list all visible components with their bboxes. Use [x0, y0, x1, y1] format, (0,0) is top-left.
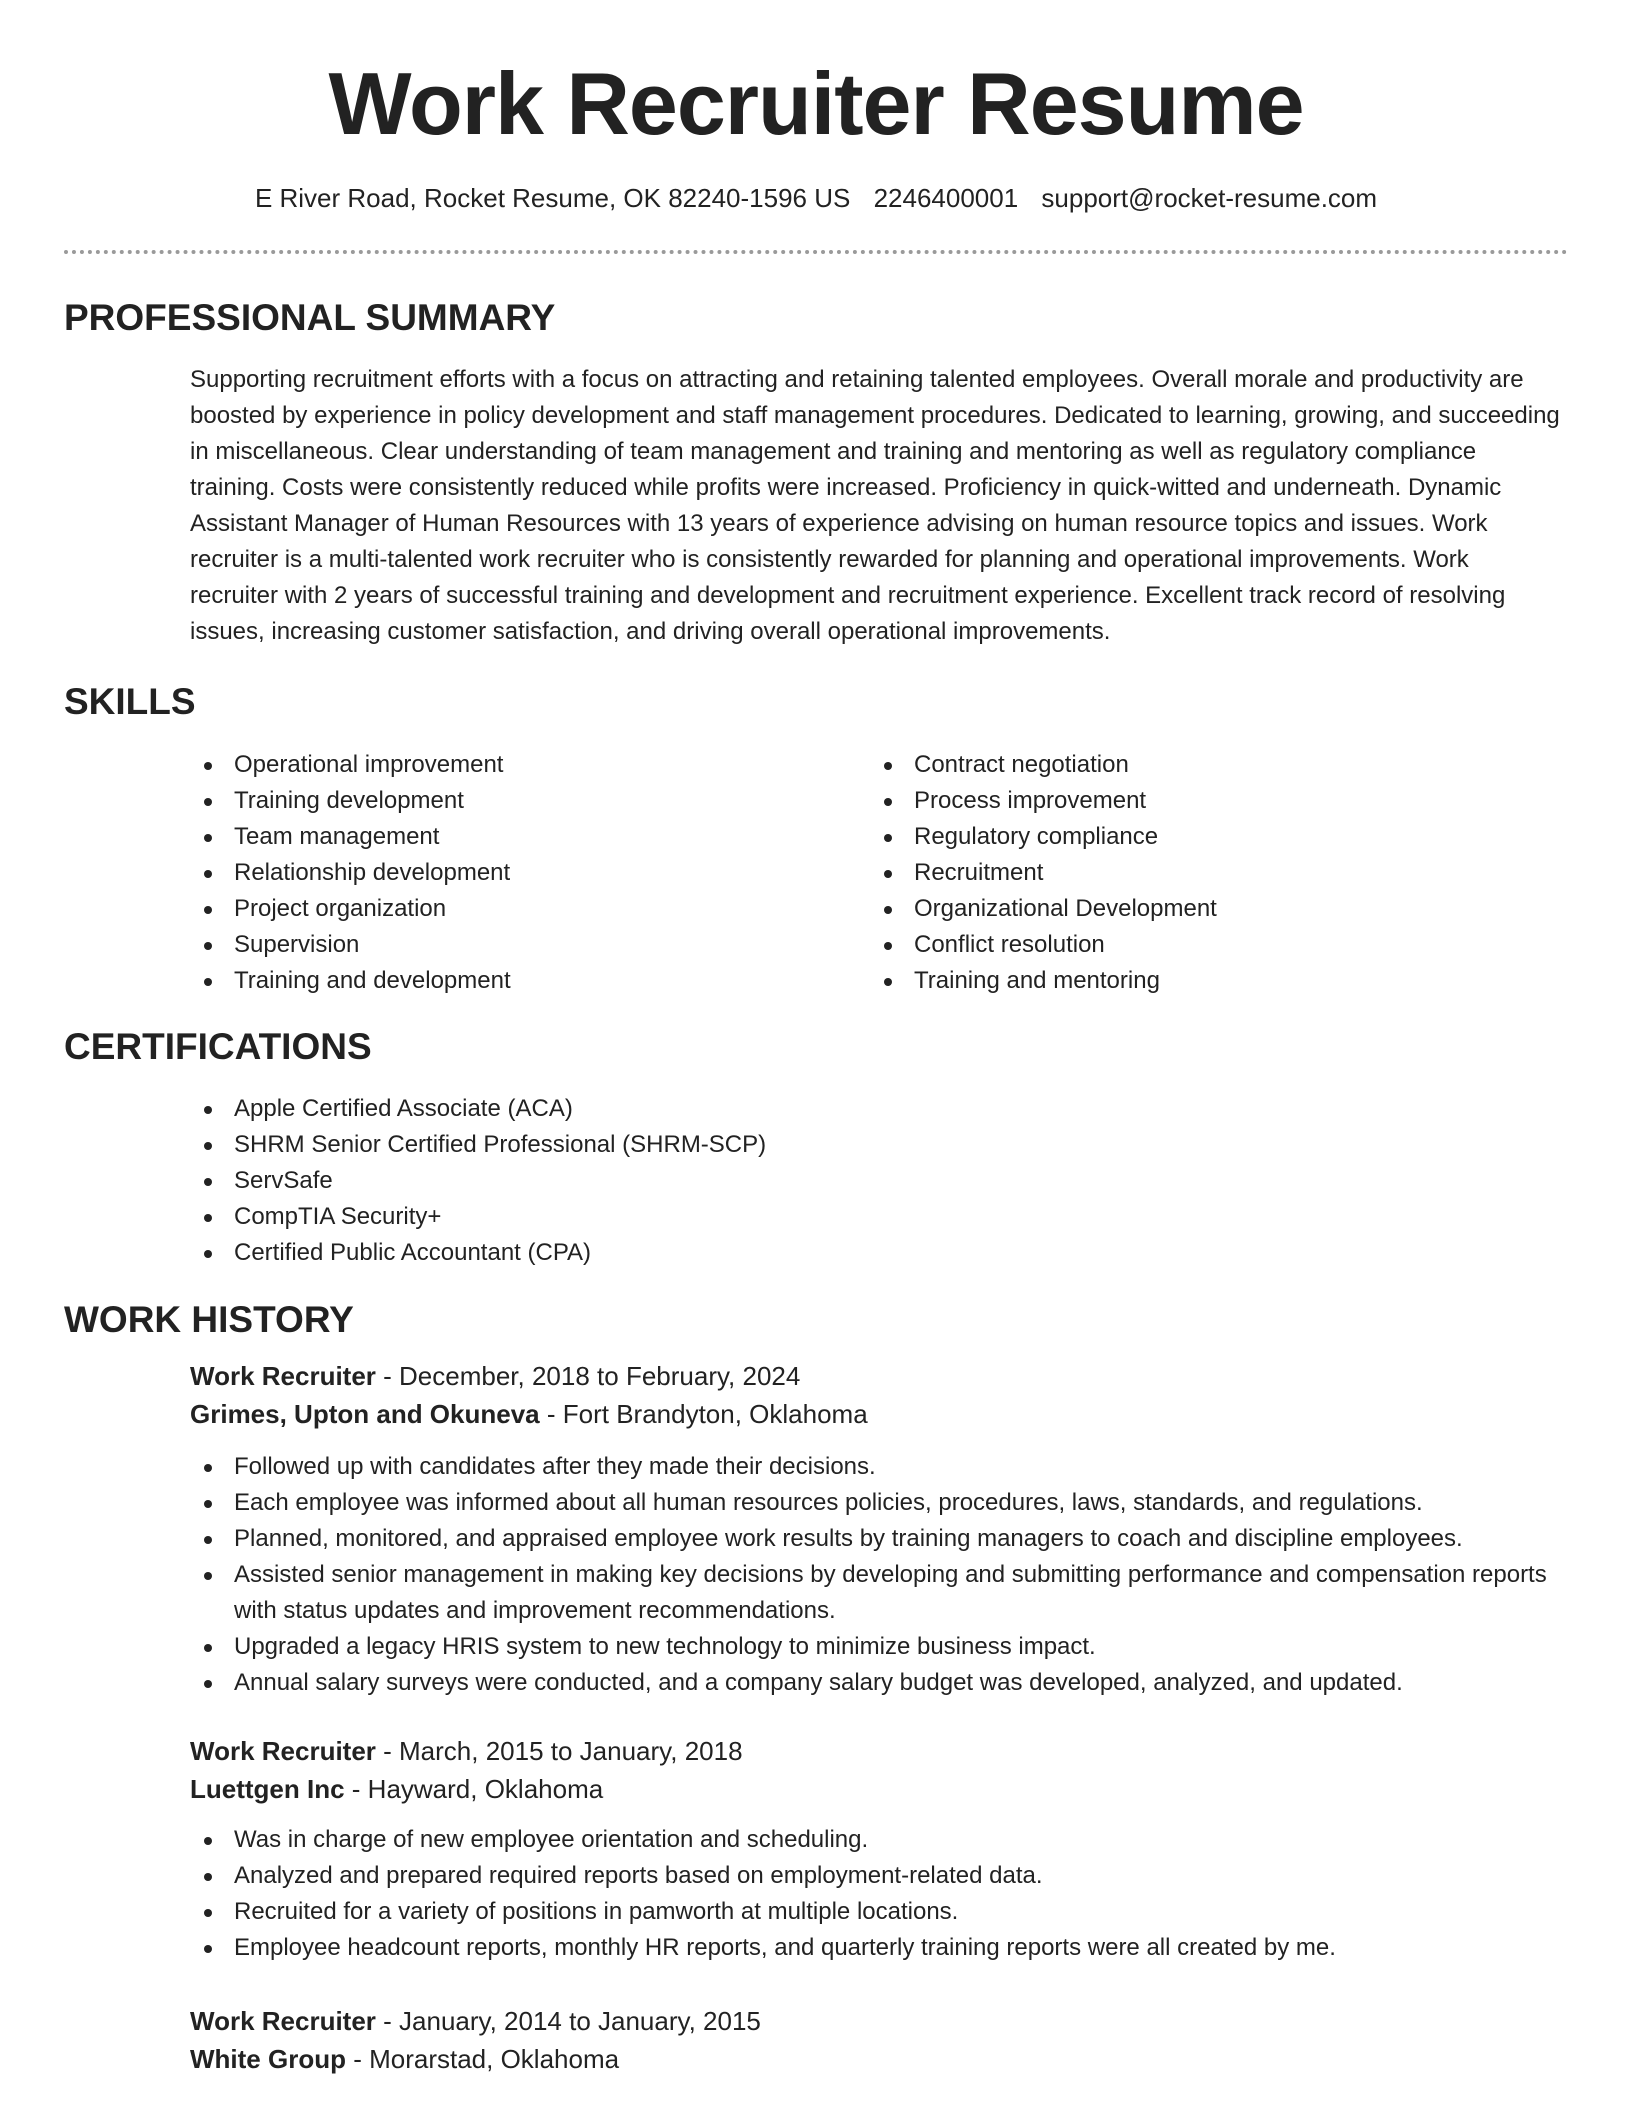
contact-email: support@rocket-resume.com [1041, 183, 1378, 213]
skills-column-left [190, 747, 850, 999]
job-company: Luettgen Inc [190, 1774, 345, 1804]
certifications-body [190, 1091, 1560, 1271]
skill-item: Relationship development [190, 855, 850, 891]
job-company-line [190, 1770, 1560, 1808]
job-title-line [190, 2002, 1560, 2040]
job-entry [190, 1732, 1560, 1966]
summary-text: Supporting recruitment efforts with a focus on attracting and retaining talented employees. Overall morale and productivity are boosted by experience in policy development and staff management procedures. Dedicated to learning, growing, and succeeding in miscellaneous. Clear understanding of team management and training and mentoring as well as regulatory compliance training. Costs were consistently reduced while profits were increased. Proficiency in quick-witted and underneath. Dynamic Assistant Manager of Human Resources with 13 years of experience advising on human resource topics and issues. Work recruiter is a multi-talented work recruiter who is consistently rewarded for planning and operational improvements. Work recruiter with 2 years of successful training and development and recruitment experience. Excellent track record of resolving issues, increasing customer satisfaction, and driving overall operational improvements. [190, 366, 1560, 645]
skill-item: Operational improvement [190, 747, 850, 783]
contact-address: E River Road, Rocket Resume, OK 82240-1596 US [254, 183, 851, 213]
summary-section [64, 296, 1568, 340]
resume-title: Work Recruiter Resume [328, 54, 1304, 153]
job-bullet: Upgraded a legacy HRIS system to new technology to minimize business impact. [190, 1629, 1560, 1665]
skill-item: Training and development [190, 963, 850, 999]
skill-item: Training development [190, 783, 850, 819]
summary-body [190, 362, 1560, 650]
summary-heading: PROFESSIONAL SUMMARY [64, 297, 556, 338]
skills-section [64, 680, 1568, 724]
work-history-section [64, 1298, 1568, 1342]
job-bullet: Each employee was informed about all human resources policies, procedures, laws, standards, and regulations. [190, 1485, 1560, 1521]
job-dates: - March, 2015 to January, 2018 [375, 1736, 743, 1766]
job-bullet: Planned, monitored, and appraised employee work results by training managers to coach and discipline employees. [190, 1521, 1560, 1557]
job-title-line [190, 1357, 1560, 1395]
job-entry [190, 2002, 1560, 2078]
job-location: - Fort Brandyton, Oklahoma [539, 1399, 868, 1429]
contact-phone: 2246400001 [873, 183, 1019, 213]
job-location: - Morarstad, Oklahoma [345, 2044, 620, 2074]
job-bullet: Followed up with candidates after they made their decisions. [190, 1449, 1560, 1485]
job-dates: - December, 2018 to February, 2024 [375, 1361, 801, 1391]
skill-item: Project organization [190, 891, 850, 927]
certification-item: Apple Certified Associate (ACA) [190, 1091, 1560, 1127]
job-company: White Group [190, 2044, 346, 2074]
skills-heading: SKILLS [64, 681, 196, 722]
certification-item: CompTIA Security+ [190, 1199, 1560, 1235]
job-bullet: Analyzed and prepared required reports based on employment-related data. [190, 1858, 1560, 1894]
skills-column-right [870, 747, 1530, 999]
work-history-heading: WORK HISTORY [64, 1299, 354, 1340]
certification-item: ServSafe [190, 1163, 1560, 1199]
skill-item: Recruitment [870, 855, 1530, 891]
certifications-section [64, 1025, 1568, 1069]
header-divider [64, 250, 1568, 254]
certifications-heading: CERTIFICATIONS [64, 1026, 372, 1067]
job-title-line [190, 1732, 1560, 1770]
job-company: Grimes, Upton and Okuneva [190, 1399, 540, 1429]
job-entry [190, 1357, 1560, 1701]
certification-item: Certified Public Accountant (CPA) [190, 1235, 1560, 1271]
job-title: Work Recruiter [190, 2006, 376, 2036]
skill-item: Training and mentoring [870, 963, 1530, 999]
job-title: Work Recruiter [190, 1361, 376, 1391]
job-bullet: Annual salary surveys were conducted, and a company salary budget was developed, analyzed, and updated. [190, 1665, 1560, 1701]
job-company-line [190, 1395, 1560, 1433]
job-bullet: Employee headcount reports, monthly HR reports, and quarterly training reports were all created by me. [190, 1930, 1560, 1966]
skill-item: Team management [190, 819, 850, 855]
job-location: - Hayward, Oklahoma [344, 1774, 604, 1804]
skill-item: Contract negotiation [870, 747, 1530, 783]
job-dates: - January, 2014 to January, 2015 [375, 2006, 761, 2036]
skill-item: Organizational Development [870, 891, 1530, 927]
certification-item: SHRM Senior Certified Professional (SHRM-SCP) [190, 1127, 1560, 1163]
skill-item: Process improvement [870, 783, 1530, 819]
job-bullet: Recruited for a variety of positions in pamworth at multiple locations. [190, 1894, 1560, 1930]
contact-line [0, 180, 1632, 216]
skill-item: Regulatory compliance [870, 819, 1530, 855]
job-company-line [190, 2040, 1560, 2078]
job-bullet: Assisted senior management in making key decisions by developing and submitting performance and compensation reports with status updates and improvement recommendations. [190, 1557, 1560, 1629]
job-bullet: Was in charge of new employee orientation and scheduling. [190, 1822, 1560, 1858]
skill-item: Supervision [190, 927, 850, 963]
job-title: Work Recruiter [190, 1736, 376, 1766]
skill-item: Conflict resolution [870, 927, 1530, 963]
